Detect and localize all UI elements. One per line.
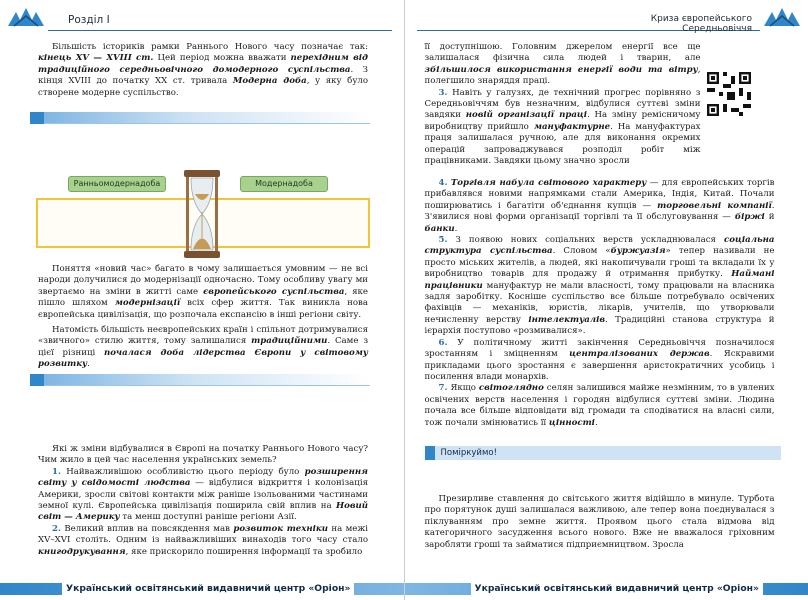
right-column-items — [425, 178, 775, 429]
text-run: Найважливішою особливістю цього періоду було — [60, 466, 305, 477]
left-footer — [0, 578, 404, 600]
term: перехідним від традиційного середньовічного домодерного суспільства — [38, 53, 369, 75]
ponder-heading — [425, 446, 781, 460]
text-run: та менш доступні раніше регіони Азії. — [119, 512, 297, 523]
item-number: 6. — [438, 337, 448, 348]
publisher-text: Український освітянський видавничий центр «Оріон» — [471, 582, 763, 596]
text-run: . Яскравими прикладами цього зростання є завершення аристократичних усобиць і посилення влади монархів. — [424, 349, 775, 382]
ornament-bird-icon — [6, 6, 46, 30]
text-run: » тепер називали не просто міських жителів, а людей, які накопичували гроші та вкладали їх у виробництво товарів для продажу й отримання прибутку. — [424, 246, 775, 280]
term: централізованих держав — [569, 349, 710, 360]
term: світоглядно — [478, 383, 544, 394]
right-column-top — [425, 42, 701, 167]
term: збільшилося використання енергії води та вітру — [424, 64, 698, 75]
text-run: Поняття «новий час» багато в чому залишається умовним — не всі народи долучилися до модернізації одночасно. Тому особливу увагу ми звертаємо на зміни в житті саме — [38, 264, 368, 297]
right-page — [405, 0, 808, 600]
publisher-text: Український освітянський видавничий центр «Оріон» — [62, 582, 354, 596]
chapter-title-line: Криза європейського — [650, 14, 752, 24]
term: біржі — [734, 212, 765, 223]
qr-code-icon[interactable] — [707, 72, 751, 116]
right-footer — [405, 578, 808, 600]
term: інтелектуалів — [528, 314, 605, 325]
term: новій організації праці — [465, 110, 588, 121]
section-bar — [30, 112, 370, 124]
section-bar — [30, 374, 370, 386]
term: розширення світу у свідомості людства — [38, 466, 368, 489]
item-number: 4. — [438, 178, 448, 188]
term: Модерна доба — [232, 76, 307, 87]
text-run: її доступнішою. Головним джерелом енергії все ще залишалася фізична сила людей і тварин, але — [424, 42, 701, 64]
text-run: на межі XV–XVI століть. Одним із найважливіших винаходів того часу стало — [38, 523, 368, 546]
intro-paragraph — [38, 42, 368, 99]
item-number: 7. — [438, 383, 448, 394]
term: традиційними — [251, 336, 328, 347]
text-run: мануфактур не мали власності, тому працювали на власника задля заробітку. Косніше суспільство все більше потребувало освічених фахівців — механіків, юристів, лікарів, учителів, що утворювали нечисленну верству — [424, 280, 775, 325]
term: європейського суспільства — [203, 286, 345, 297]
text-run: , яке прискорило поширення інформації та зробило — [125, 546, 363, 557]
text-run: Натомість більшість неєвропейських країн і спільнот дотримувалися «звичного» стилю життя, тому залишалися — [38, 325, 368, 347]
text-run: всіх сфер життя. Так виникла нова європейська цивілізація, що розпочала експансію в інші регіони світу. — [38, 298, 369, 320]
text-run: . На зміну ремісничому виробництву прийшло — [424, 110, 701, 132]
text-run: Більшість істориків рамки Раннього Нового часу позначає так: — [52, 42, 368, 52]
text-run: Навіть у галузях, де технічний прогрес порівняно з Середньовіччям був незначним, відбулися суттєві зміни завдяки — [424, 87, 701, 121]
term: буржуазія — [610, 246, 666, 257]
text-run: . — [454, 223, 458, 234]
text-run: . — [87, 359, 90, 370]
left-header — [0, 0, 404, 40]
header-rule — [48, 30, 392, 31]
term: кінець XV — XVIII ст. — [38, 53, 154, 64]
question: Які ж зміни відбувалися в Європі на початку Раннього Нового часу? Чим жило в цей час населення українських земель? — [38, 444, 368, 466]
term: соціальна структура суспільства — [424, 235, 775, 257]
text-run: — для європейських торгів прибавлявся новими напрямками стали Америка, Індія, Китай. Почали поширюватись і багатіти об'єднання купців — — [424, 178, 775, 211]
term: Наймані працівники — [424, 269, 775, 291]
text-run: . З кінця XVIII до початку XX ст. тривала — [38, 64, 368, 87]
item-number: 2. — [52, 523, 61, 534]
changes-list — [38, 444, 368, 558]
term: почалася доба лідерства Європи у світовому розвитку — [38, 347, 369, 370]
hourglass-icon — [182, 168, 222, 260]
ponder-text: Презирливе ставлення до світського життя відійшло в минуле. Турбота про порятунок душі залишалася важливою, але тепер вона поєднувалася з піклуванням про земне життя. Проявом цього стала відмова від категоричного засудження всього нового. Вже не вважалося гріховним заробляти гроші та займатися підприємництвом. Зросла — [424, 494, 775, 550]
text-run: селян залишився майже незмінним, то в увлених освічених верств населення і городян відбулися суттєві зміни. Людина почала все більше відповідати від громади та сподіватися на власні сили, тож почали змінюватись її — [424, 383, 775, 428]
text-run: — відбулися відкриття і колонізація Америки, зросли світові контакти між раніше ізольованими частинами земної кулі. Європейська цивілізація поширила свій вплив на — [38, 478, 368, 512]
text-run: З появою нових соціальних верств ускладнювалася — [447, 235, 724, 246]
term: розвиток техніки — [233, 523, 328, 534]
item-number: 3. — [438, 87, 448, 98]
term: Новий світ — Америку — [38, 501, 368, 523]
term: книгодрукування — [38, 546, 126, 557]
ponder-label: Поміркуймо! — [440, 448, 497, 458]
ornament-bird-icon — [762, 6, 802, 30]
text-run: . На мануфактурах праця залишалася ручною, але для виконання окремих операцій запроваджувався розподіл робіт між працівниками. Завдяки цьому значно зросли — [424, 121, 701, 167]
text-run: Якщо — [447, 383, 479, 394]
paragraph-modern-time — [38, 264, 368, 371]
section-title: Розділ I — [68, 14, 110, 26]
item-number: 1. — [52, 466, 61, 477]
text-run: , у яку було створене модерне суспільство. — [38, 76, 369, 98]
modern-label: Модернадоба — [240, 176, 328, 192]
text-run: У політичному житті закінчення Середньовіччя позначилося зростанням і зміцненням — [424, 337, 775, 360]
text-run: Цей період можна вважати — [153, 53, 291, 64]
chapter-title-line: Середньовіччя — [682, 24, 752, 34]
text-run: , яке пішло шляхом — [38, 286, 368, 309]
term: мануфактурне — [533, 121, 611, 132]
term: банки — [424, 223, 455, 234]
term: цінності — [548, 417, 595, 428]
text-run: . Традиційні станова структура й ієрархія поступово «розмивалися». — [424, 314, 775, 337]
early-modern-label: Ранньомодернадоба — [68, 176, 166, 192]
right-header — [405, 0, 808, 40]
term: торговельні компанії — [657, 200, 772, 211]
text-run: , полегшило знаряддя праці. — [424, 64, 701, 87]
chapter-title — [651, 14, 752, 34]
text-run: . Саме з цієї різниці — [38, 336, 369, 358]
ponder-paragraph — [425, 494, 775, 551]
text-run: й — [764, 212, 775, 223]
term: Торгівля набула світового характеру — [450, 178, 647, 188]
text-run: . — [594, 417, 598, 428]
text-run: . З'явилися нові форми організації торгівлі та її обслуговування — — [424, 200, 775, 223]
text-run: . Словом « — [552, 246, 611, 257]
term: модернізації — [114, 298, 181, 309]
text-run: Великий вплив на повсякдення мав — [60, 523, 234, 534]
item-number: 5. — [438, 235, 448, 246]
